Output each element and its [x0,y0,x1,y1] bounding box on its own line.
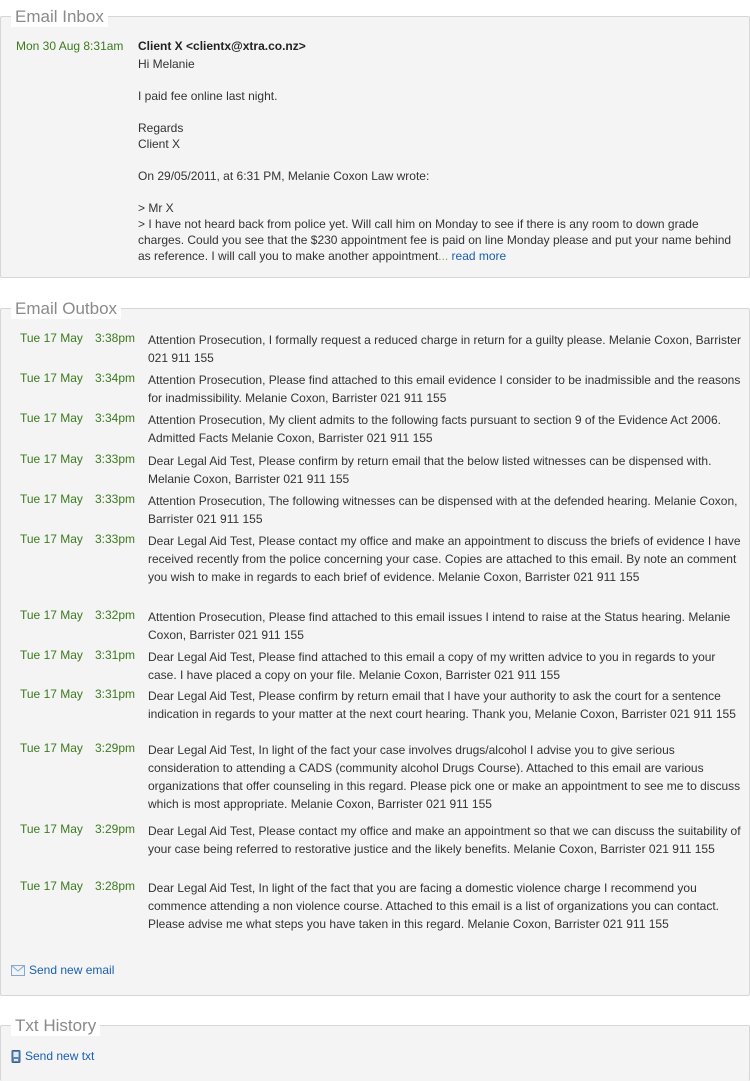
inbox-line: I paid fee online last night. [138,89,278,103]
txt-history-heading: Txt History [11,1016,100,1036]
outbox-row-message: Dear Legal Aid Test, Please confirm by return email that I have your authority to ask the court for a sentence indication in regards to your matter at the next court hearing. Thank you, Melanie Coxon, Barrister 021 911 155 [148,689,736,721]
inbox-line: On 29/05/2011, at 6:31 PM, Melanie Coxon Law wrote: [138,169,430,183]
outbox-row-date: Tue 17 May [20,608,83,622]
outbox-row-date: Tue 17 May [20,741,83,755]
read-more-link[interactable]: read more [451,249,507,263]
inbox-message-body [138,56,738,264]
outbox-row-message: Dear Legal Aid Test, Please find attached to this email a copy of my written advice to you in regards to your case. I have placed a copy on your file. Melanie Coxon, Barrister 021 911 155 [148,650,716,682]
outbox-row-time: 3:31pm [95,687,136,701]
outbox-row-message: Attention Prosecution, Please find attached to this email issues I intend to raise at the Status hearing. Melanie Coxon, Barrister 021 911 155 [148,610,731,642]
inbox-line: Client X [138,137,181,151]
outbox-row-date: Tue 17 May [20,452,83,466]
outbox-row-message: Dear Legal Aid Test, In light of the fact your case involves drugs/alcohol I advise you to give serious consideration to attending a CADS (community alcohol Drugs Course). Attached to this email are various organizations that offer counseling in this regard. Please pick one or make an appointment to see me to discuss which is most appropriate. Melanie Coxon, Barrister 021 911 155 [148,743,741,811]
send-new-email-link[interactable]: Send new email [29,963,115,977]
envelope-icon [11,965,25,976]
outbox-row-time: 3:32pm [95,608,136,622]
outbox-row-time: 3:33pm [95,492,136,506]
outbox-row-time: 3:33pm [95,532,136,546]
outbox-row-date: Tue 17 May [20,648,83,662]
outbox-row-message: Dear Legal Aid Test, Please contact my office and make an appointment to discuss the briefs of evidence I have received recently from the police concerning your case. Copies are attached to this email. By note an comment you wish to make in regards to each brief of evidence. Melanie Coxon, Barrister 021 911 155 [148,534,741,584]
outbox-row-date: Tue 17 May [20,411,83,425]
outbox-row-date: Tue 17 May [20,532,83,546]
mobile-phone-icon [11,1050,21,1063]
outbox-row-message: Dear Legal Aid Test, Please confirm by return email that the below listed witnesses can be dispensed with. Melanie Coxon, Barrister 021 911 155 [148,454,712,486]
outbox-row-message: Attention Prosecution, I formally request a reduced charge in return for a guilty please. Melanie Coxon, Barrister 021 911 155 [148,333,741,365]
outbox-row-time: 3:29pm [95,822,136,836]
inbox-ellipsis: ... [438,249,449,263]
outbox-row-message: Attention Prosecution, The following witnesses can be dispensed with at the defended hearing. Melanie Coxon, Barrister 021 911 155 [148,494,738,526]
inbox-message-date: Mon 30 Aug 8:31am [16,39,124,53]
inbox-line: > Mr X [138,201,174,215]
send-new-txt-row[interactable] [11,1049,94,1063]
outbox-row-date: Tue 17 May [20,879,83,893]
outbox-row-date: Tue 17 May [20,331,83,345]
outbox-row-time: 3:28pm [95,879,136,893]
outbox-row-message: Dear Legal Aid Test, Please contact my office and make an appointment so that we can discuss the suitability of your case being referred to restorative justice and the likely benefits. Melanie Coxon, Barrister 021 911 155 [148,824,741,856]
email-outbox-panel [0,299,750,996]
outbox-row-time: 3:38pm [95,331,136,345]
outbox-row-date: Tue 17 May [20,492,83,506]
outbox-row-message: Dear Legal Aid Test, In light of the fact that you are facing a domestic violence charge I recommend you commence attending a non violence course. Attached to this email is a list of organizations you can contact. Please advise me what steps you have taken in this regard. Melanie Coxon, Barrister 021 911 155 [148,881,719,931]
outbox-row-time: 3:33pm [95,452,136,466]
outbox-row-message: Attention Prosecution, My client admits to the following facts pursuant to section 9 of the Evidence Act 2006. Admitted Facts Melanie Coxon, Barrister 021 911 155 [148,413,721,445]
inbox-message-sender: Client X <clientx@xtra.co.nz> [138,39,306,53]
outbox-row-time: 3:34pm [95,371,136,385]
outbox-row-date: Tue 17 May [20,371,83,385]
outbox-row-message: Attention Prosecution, Please find attached to this email evidence I consider to be inadmissible and the reasons for inadmissibility. Melanie Coxon, Barrister 021 911 155 [148,373,741,405]
send-new-txt-link[interactable]: Send new txt [25,1049,95,1063]
outbox-row-time: 3:34pm [95,411,136,425]
email-outbox-heading: Email Outbox [11,299,121,319]
inbox-line: Regards [138,121,184,135]
outbox-row-time: 3:29pm [95,741,136,755]
outbox-row-date: Tue 17 May [20,822,83,836]
outbox-row-date: Tue 17 May [20,687,83,701]
inbox-line: Hi Melanie [138,57,195,71]
inbox-quoted-text: > I have not heard back from police yet. Will call him on Monday to see if there is any room to down grade charges. Could you see that the $230 appointment fee is paid on line Monday please and put your name behind as reference. I will call you to make another appointment [138,217,732,263]
outbox-row-time: 3:31pm [95,648,136,662]
inbox-line [138,216,738,264]
txt-history-panel [0,1016,750,1081]
email-inbox-heading: Email Inbox [11,7,108,27]
send-new-email-row[interactable] [11,963,114,977]
email-inbox-panel [0,7,750,278]
